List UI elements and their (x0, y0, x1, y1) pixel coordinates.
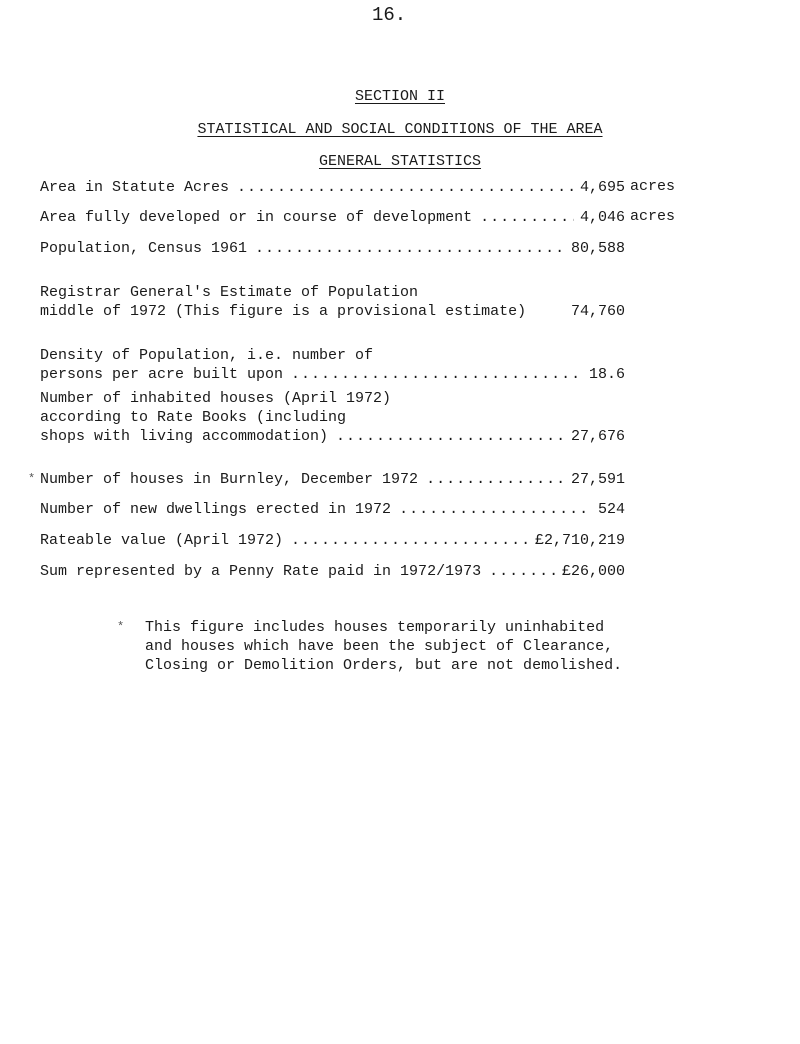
leader-dots (489, 562, 556, 581)
stat-label: Rateable value (April 1972) (40, 532, 284, 549)
footnote-line: This figure includes houses temporarily uninhabited (145, 619, 605, 636)
stat-value: 27,591 (570, 471, 625, 488)
stat-value: 80,588 (570, 240, 625, 257)
leader-dots (426, 470, 565, 489)
page-number: 16. (372, 4, 407, 26)
stat-row (40, 239, 625, 258)
stat-row (40, 346, 625, 384)
stat-row (40, 208, 625, 227)
stat-row (40, 531, 625, 550)
page-title: STATISTICAL AND SOCIAL CONDITIONS OF THE AREA (197, 121, 603, 138)
leader-dots (336, 427, 565, 446)
footnote-marker: * (117, 620, 125, 634)
leader-dots (480, 208, 574, 227)
stat-label: Population, Census 1961 (40, 240, 248, 257)
stat-row (40, 178, 625, 197)
stat-label: Density of Population, i.e. number of (40, 347, 374, 364)
stat-label: Area fully developed or in course of development (40, 209, 473, 226)
stat-row (40, 562, 625, 581)
leader-dots (237, 178, 574, 197)
stat-label: Sum represented by a Penny Rate paid in 1972/1973 (40, 563, 482, 580)
stat-label: Area in Statute Acres (40, 179, 230, 196)
stat-label: Number of inhabited houses (April 1972) (40, 390, 392, 407)
stat-unit: acres (630, 178, 676, 195)
stat-value: 4,695 (579, 179, 625, 196)
leader-dots (291, 365, 583, 384)
page-subtitle: GENERAL STATISTICS (318, 153, 482, 170)
stat-value: 74,760 (570, 303, 625, 320)
stat-value: 18.6 (588, 366, 625, 383)
stat-label: shops with living accommodation) (40, 428, 329, 445)
stat-unit: acres (630, 208, 676, 225)
leader-dots (291, 531, 529, 550)
section-heading: SECTION II (354, 88, 445, 105)
stat-value: £2,710,219 (534, 532, 625, 549)
stat-label: Registrar General's Estimate of Population (40, 284, 419, 301)
stat-row (40, 500, 625, 519)
leader-dots (255, 239, 565, 258)
footnote-marker: * (28, 472, 36, 486)
stat-label: Number of new dwellings erected in 1972 (40, 501, 392, 518)
stat-label: middle of 1972 (This figure is a provisional estimate) (40, 303, 527, 320)
stat-label: according to Rate Books (including (40, 409, 347, 426)
leader-dots (399, 500, 592, 519)
stat-row (40, 470, 625, 489)
stat-value: 27,676 (570, 428, 625, 445)
stat-value: 4,046 (579, 209, 625, 226)
stat-label: Number of houses in Burnley, December 1972 (40, 471, 419, 488)
stat-row (40, 283, 625, 321)
footnote-line: Closing or Demolition Orders, but are not demolished. (145, 657, 623, 674)
stat-label: persons per acre built upon (40, 366, 284, 383)
stat-row (40, 389, 625, 446)
stat-value: £26,000 (561, 563, 625, 580)
stat-value: 524 (597, 501, 625, 518)
footnote-line: and houses which have been the subject of Clearance, (145, 638, 614, 655)
